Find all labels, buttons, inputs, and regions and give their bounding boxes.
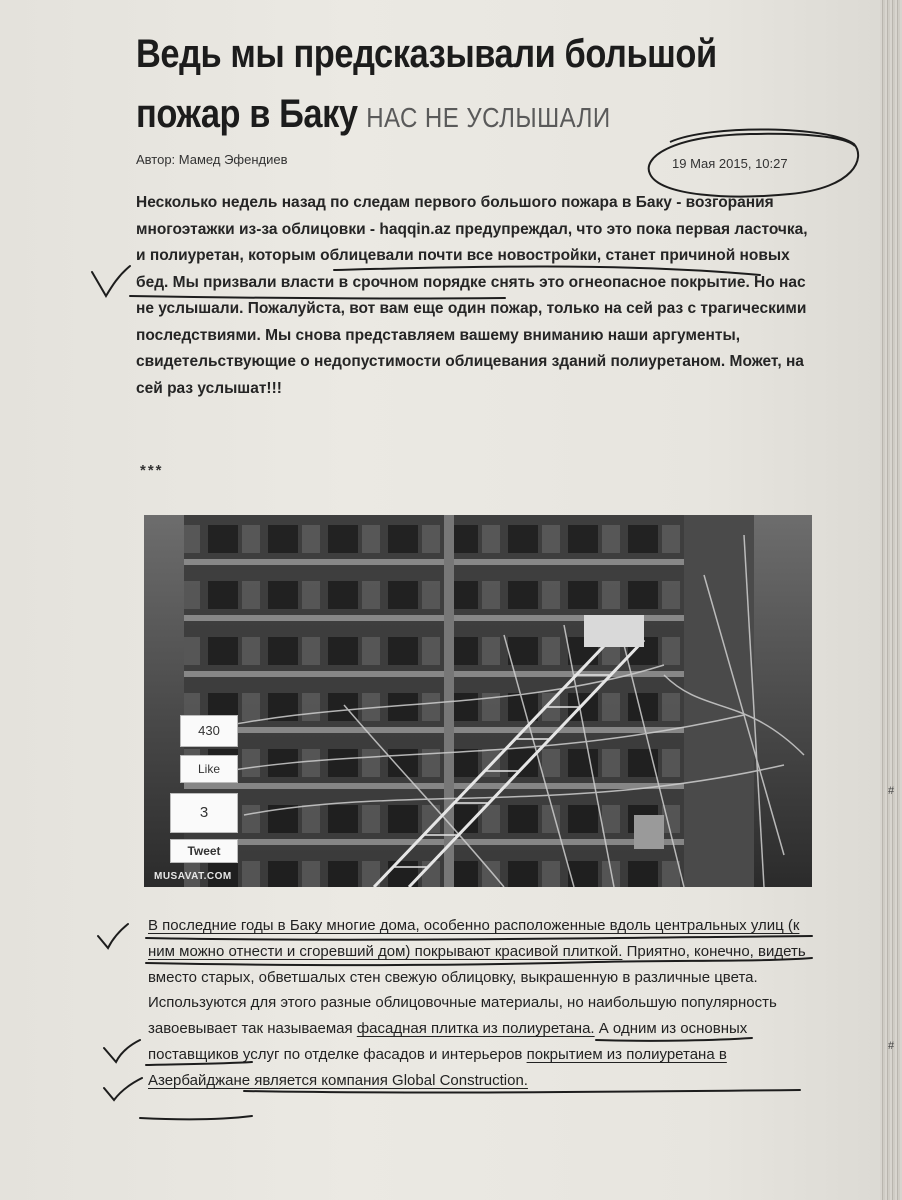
- body-underlined-2: фасадная плитка из полиуретана.: [356, 1020, 595, 1038]
- body-underlined-1: В последние годы в Баку многие дома, особенно расположенные вдоль центральных улиц (к ним можно отнести и сгоревший дом) покрывают красивой плиткой.: [148, 917, 800, 960]
- edge-mark: #: [888, 1040, 895, 1052]
- lead-underlined-phrase: и полиуретан, которым облицевали почти все новостройки, станет причиной новых бед: [136, 247, 790, 291]
- publish-date: 19 Мая 2015, 10:27: [672, 156, 788, 171]
- lead-paragraph: [136, 190, 816, 402]
- tweet-count: 3: [170, 793, 238, 833]
- facebook-like-button[interactable]: Like: [180, 755, 238, 783]
- body-underlined-3: покрытием из полиуретана в Азербайджане является компания Global Construction.: [148, 1045, 727, 1089]
- facebook-like-count: 430: [180, 715, 238, 747]
- check-mark-4: [104, 1078, 142, 1100]
- author-line: Автор: Мамед Эфендиев: [136, 152, 288, 167]
- body-underline-6: [140, 1116, 252, 1119]
- article-title: Ведь мы предсказывали большой пожар в Баку: [136, 32, 717, 136]
- article-subtitle: НАС НЕ УСЛЫШАЛИ: [366, 102, 611, 133]
- lead-text-2: . Мы призвали власти в срочном порядке снять это огнеопасное покрытие. Но нас не услышали. Пожалуйста, вот вам еще один пожар, только на сей раз с трагическими последствиями. Мы снова представляем вашему вниманию наши аргументы, свидетельствующие о недопустимости облицевания зданий полиуретаном. Может, на сей раз услышат!!!: [136, 273, 807, 397]
- body-text-3: А одним из основных поставщиков услуг по отделке фасадов и интерьеров: [148, 1020, 748, 1063]
- body-paragraph: [148, 913, 828, 1094]
- burned-building-image: [144, 515, 812, 887]
- stacked-page-edges: [880, 0, 902, 1200]
- photo-watermark: MUSAVAT.COM: [154, 871, 232, 882]
- tweet-button[interactable]: Tweet: [170, 839, 238, 863]
- fire-photo: [144, 515, 812, 887]
- check-mark-2: [98, 924, 128, 948]
- lead-text-1: Несколько недель назад по следам первого большого пожара в Баку - возгорания многоэтажки из-за облицовки - haqqin.az предупреждал, что это пока первая ласточка,: [136, 194, 808, 238]
- check-mark-3: [104, 1040, 140, 1062]
- check-mark-1: [92, 266, 130, 296]
- body-text-2: Приятно, конечно, видеть вместо старых, обветшалых стен свежую облицовку, выкрашенную в различные цвета. Используются для этого разные облицовочные материалы, но наибольшую популярность завоевывает так называемая: [148, 942, 806, 1038]
- edge-mark: #: [888, 785, 895, 797]
- separator: ***: [140, 462, 164, 479]
